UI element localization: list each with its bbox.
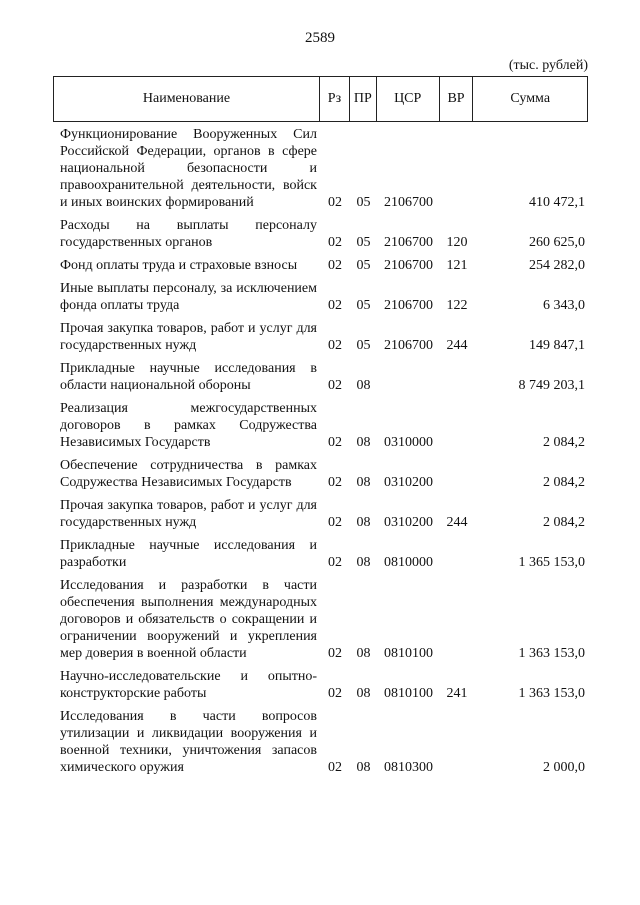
row-csr: 2106700 bbox=[384, 258, 433, 273]
row-rz: 02 bbox=[328, 378, 342, 393]
table-row bbox=[53, 126, 588, 211]
row-name: Научно-исследовательские и опытно-конструкторские работы bbox=[60, 669, 317, 701]
header-rz: Рз bbox=[320, 77, 350, 121]
table-header bbox=[53, 76, 588, 122]
table-row bbox=[53, 708, 588, 776]
row-sum: 6 343,0 bbox=[543, 298, 585, 313]
table-row bbox=[53, 400, 588, 451]
row-sum: 260 625,0 bbox=[529, 235, 585, 250]
table-row bbox=[53, 360, 588, 394]
row-csr: 0310200 bbox=[384, 515, 433, 530]
row-sum: 1 363 153,0 bbox=[518, 646, 585, 661]
row-pr: 08 bbox=[356, 435, 371, 450]
row-pr: 08 bbox=[356, 686, 371, 701]
row-sum: 8 749 203,1 bbox=[518, 378, 585, 393]
row-csr: 2106700 bbox=[384, 338, 433, 353]
table-row bbox=[53, 320, 588, 354]
row-sum: 254 282,0 bbox=[529, 258, 585, 273]
row-sum: 2 000,0 bbox=[543, 760, 585, 775]
row-name: Прочая закупка товаров, работ и услуг для государственных нужд bbox=[60, 321, 317, 353]
row-rz: 02 bbox=[328, 338, 342, 353]
row-pr: 08 bbox=[356, 475, 371, 490]
row-name: Реализация межгосударственных договоров в рамках Содружества Независимых Государств bbox=[60, 401, 317, 450]
row-rz: 02 bbox=[328, 235, 342, 250]
header-pr: ПР bbox=[350, 77, 377, 121]
row-name: Иные выплаты персоналу, за исключением фонда оплаты труда bbox=[60, 281, 317, 313]
row-name: Исследования в части вопросов утилизации и ликвидации вооружения и военной техники, уничтожения запасов химического оружия bbox=[60, 709, 317, 775]
header-vr: ВР bbox=[440, 77, 474, 121]
row-pr: 05 bbox=[356, 195, 371, 210]
row-pr: 05 bbox=[356, 235, 371, 250]
row-rz: 02 bbox=[328, 686, 342, 701]
row-vr: 244 bbox=[446, 338, 468, 353]
row-csr: 0810000 bbox=[384, 555, 433, 570]
row-pr: 05 bbox=[356, 298, 371, 313]
row-sum: 1 363 153,0 bbox=[518, 686, 585, 701]
row-pr: 05 bbox=[356, 338, 371, 353]
row-csr: 0810300 bbox=[384, 760, 433, 775]
row-vr: 122 bbox=[446, 298, 468, 313]
row-pr: 05 bbox=[356, 258, 371, 273]
row-csr: 0810100 bbox=[384, 646, 433, 661]
row-rz: 02 bbox=[328, 760, 342, 775]
table-row bbox=[53, 280, 588, 314]
row-pr: 08 bbox=[356, 646, 371, 661]
row-sum: 1 365 153,0 bbox=[518, 555, 585, 570]
row-csr: 2106700 bbox=[384, 235, 433, 250]
table-row bbox=[53, 668, 588, 702]
row-name: Прикладные научные исследования в области национальной обороны bbox=[60, 361, 317, 393]
table-row bbox=[53, 497, 588, 531]
row-vr: 120 bbox=[446, 235, 468, 250]
row-sum: 2 084,2 bbox=[543, 515, 585, 530]
units-label: (тыс. рублей) bbox=[508, 58, 588, 73]
row-name: Исследования и разработки в части обеспечения выполнения международных договоров и обязательств о сокращении и ограничении вооружений и укрепления мер доверия в военной области bbox=[60, 578, 317, 661]
row-rz: 02 bbox=[328, 298, 342, 313]
table-row bbox=[53, 577, 588, 662]
row-pr: 08 bbox=[356, 555, 371, 570]
row-rz: 02 bbox=[328, 195, 342, 210]
row-rz: 02 bbox=[328, 555, 342, 570]
table-body bbox=[53, 126, 588, 782]
page-number: 2589 bbox=[305, 30, 335, 46]
table-row bbox=[53, 217, 588, 251]
row-sum: 149 847,1 bbox=[529, 338, 585, 353]
row-sum: 2 084,2 bbox=[543, 475, 585, 490]
row-pr: 08 bbox=[356, 760, 371, 775]
row-rz: 02 bbox=[328, 646, 342, 661]
table-row bbox=[53, 457, 588, 491]
row-name: Фонд оплаты труда и страховые взносы bbox=[60, 258, 298, 273]
row-csr: 0310000 bbox=[384, 435, 433, 450]
row-sum: 2 084,2 bbox=[543, 435, 585, 450]
row-csr: 2106700 bbox=[384, 298, 433, 313]
row-rz: 02 bbox=[328, 515, 342, 530]
row-name: Функционирование Вооруженных Сил Российской Федерации, органов в сфере национальной безопасности и правоохранительной деятельности, войск и иных воинских формирований bbox=[60, 127, 317, 210]
header-name: Наименование bbox=[54, 77, 320, 121]
row-name: Прикладные научные исследования и разработки bbox=[60, 538, 317, 570]
table-row bbox=[53, 257, 588, 274]
row-pr: 08 bbox=[356, 378, 371, 393]
row-sum: 410 472,1 bbox=[529, 195, 585, 210]
row-vr: 244 bbox=[446, 515, 468, 530]
header-csr: ЦСР bbox=[377, 77, 440, 121]
row-csr: 0310200 bbox=[384, 475, 433, 490]
table-row bbox=[53, 537, 588, 571]
header-sum: Сумма bbox=[510, 91, 551, 106]
row-rz: 02 bbox=[328, 258, 342, 273]
row-csr: 0810100 bbox=[384, 686, 433, 701]
row-rz: 02 bbox=[328, 475, 342, 490]
row-rz: 02 bbox=[328, 435, 342, 450]
row-name: Расходы на выплаты персоналу государственных органов bbox=[60, 218, 317, 250]
row-csr: 2106700 bbox=[384, 195, 433, 210]
row-name: Прочая закупка товаров, работ и услуг для государственных нужд bbox=[60, 498, 317, 530]
row-vr: 121 bbox=[446, 258, 468, 273]
row-name: Обеспечение сотрудничества в рамках Содружества Независимых Государств bbox=[60, 458, 317, 490]
row-vr: 241 bbox=[446, 686, 468, 701]
row-pr: 08 bbox=[356, 515, 371, 530]
